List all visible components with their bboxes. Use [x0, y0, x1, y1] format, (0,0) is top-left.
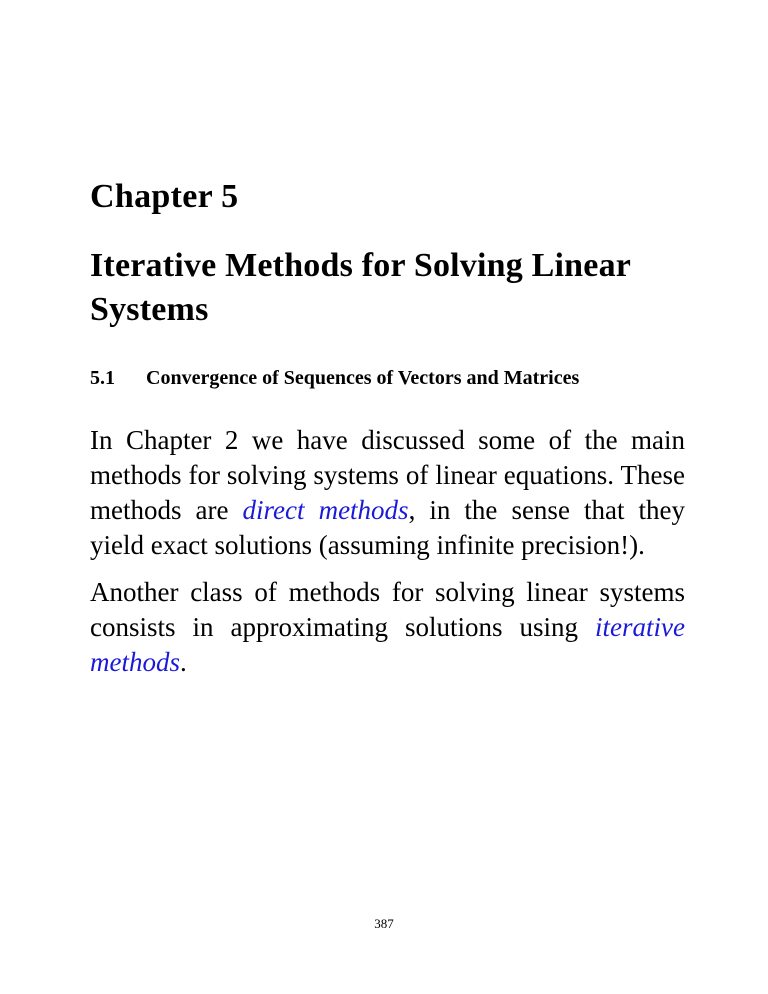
emphasized-term-direct-methods: direct methods	[242, 495, 409, 525]
intro-paragraph	[90, 423, 685, 563]
section-heading	[90, 367, 710, 390]
paragraph-text: .	[180, 647, 187, 677]
chapter-label: Chapter 5	[90, 178, 239, 215]
paragraph-text: Another class of methods for solving linear systems consists in approximating solutions using	[90, 577, 685, 642]
section-number: 5.1	[90, 367, 115, 389]
chapter-title: Iterative Methods for Solving Linear Systems	[90, 247, 631, 328]
section-title: Convergence of Sequences of Vectors and Matrices	[146, 367, 580, 389]
page-number: 387	[374, 916, 394, 931]
paragraph-text: , in the sense that they yield exact solutions (assuming infinite precision!).	[90, 495, 685, 560]
paragraph-text: In Chapter 2 we have discussed some of the main methods for solving systems of linear equations. These methods are	[90, 425, 685, 525]
iterative-paragraph	[90, 575, 685, 680]
emphasized-term-iterative-methods: iterative methods	[90, 612, 685, 677]
